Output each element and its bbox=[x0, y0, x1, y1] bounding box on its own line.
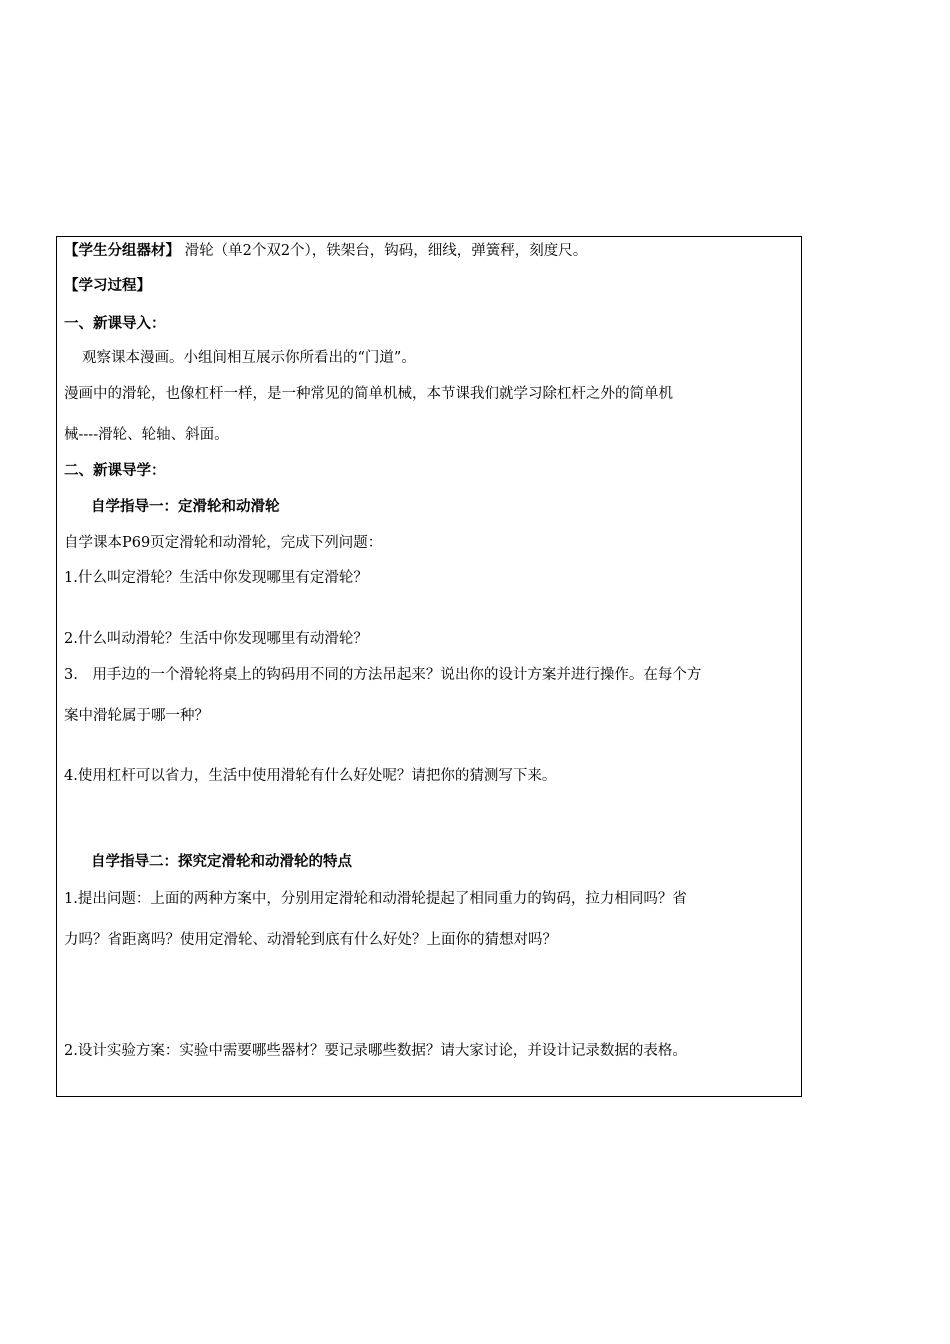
guide1-question-1: 1.什么叫定滑轮？生活中你发现哪里有定滑轮？ bbox=[64, 570, 368, 586]
section1-para2-line1: 漫画中的滑轮，也像杠杆一样，是一种常见的简单机械，本节课我们就学习除杠杆之外的简单机 bbox=[64, 386, 673, 402]
guide1-intro: 自学课本P69页定滑轮和动滑轮，完成下列问题： bbox=[64, 535, 383, 551]
guide1-question-3-line1: 3. 用手边的一个滑轮将桌上的钩码用不同的方法吊起来？说出你的设计方案并进行操作。在每个方 bbox=[64, 667, 702, 683]
section1-heading: 一、新课导入： bbox=[64, 315, 166, 332]
process-heading: 【学习过程】 bbox=[64, 277, 151, 294]
section1-para2-line2: 械----滑轮、轮轴、斜面。 bbox=[64, 427, 229, 443]
materials-text: 滑轮（单2个双2个），铁架台，钩码，细线，弹簧秤，刻度尺。 bbox=[184, 243, 588, 259]
section1-para1: 观察课本漫画。小组间相互展示你所看出的“门道”。 bbox=[82, 350, 416, 366]
guide2-title: 自学指导二：探究定滑轮和动滑轮的特点 bbox=[91, 853, 352, 870]
guide2-question-1-line2: 力吗？省距离吗？使用定滑轮、动滑轮到底有什么好处？上面你的猜想对吗？ bbox=[64, 932, 557, 948]
section2-heading: 二、新课导学： bbox=[64, 462, 166, 479]
guide1-question-2: 2.什么叫动滑轮？生活中你发现哪里有动滑轮？ bbox=[64, 631, 368, 647]
materials-heading: 【学生分组器材】 bbox=[64, 242, 180, 259]
guide1-title: 自学指导一：定滑轮和动滑轮 bbox=[91, 498, 280, 515]
guide1-question-4: 4.使用杠杆可以省力，生活中使用滑轮有什么好处呢？请把你的猜测写下来。 bbox=[64, 768, 557, 784]
guide2-question-1-line1: 1.提出问题：上面的两种方案中，分别用定滑轮和动滑轮提起了相同重力的钩码，拉力相同吗？省 bbox=[64, 891, 687, 907]
content-box bbox=[56, 236, 802, 1097]
guide2-question-2: 2.设计实验方案：实验中需要哪些器材？要记录哪些数据？请大家讨论，并设计记录数据的表格。 bbox=[64, 1043, 687, 1059]
materials-line bbox=[64, 241, 587, 261]
guide1-question-3-line2: 案中滑轮属于哪一种？ bbox=[64, 708, 209, 724]
